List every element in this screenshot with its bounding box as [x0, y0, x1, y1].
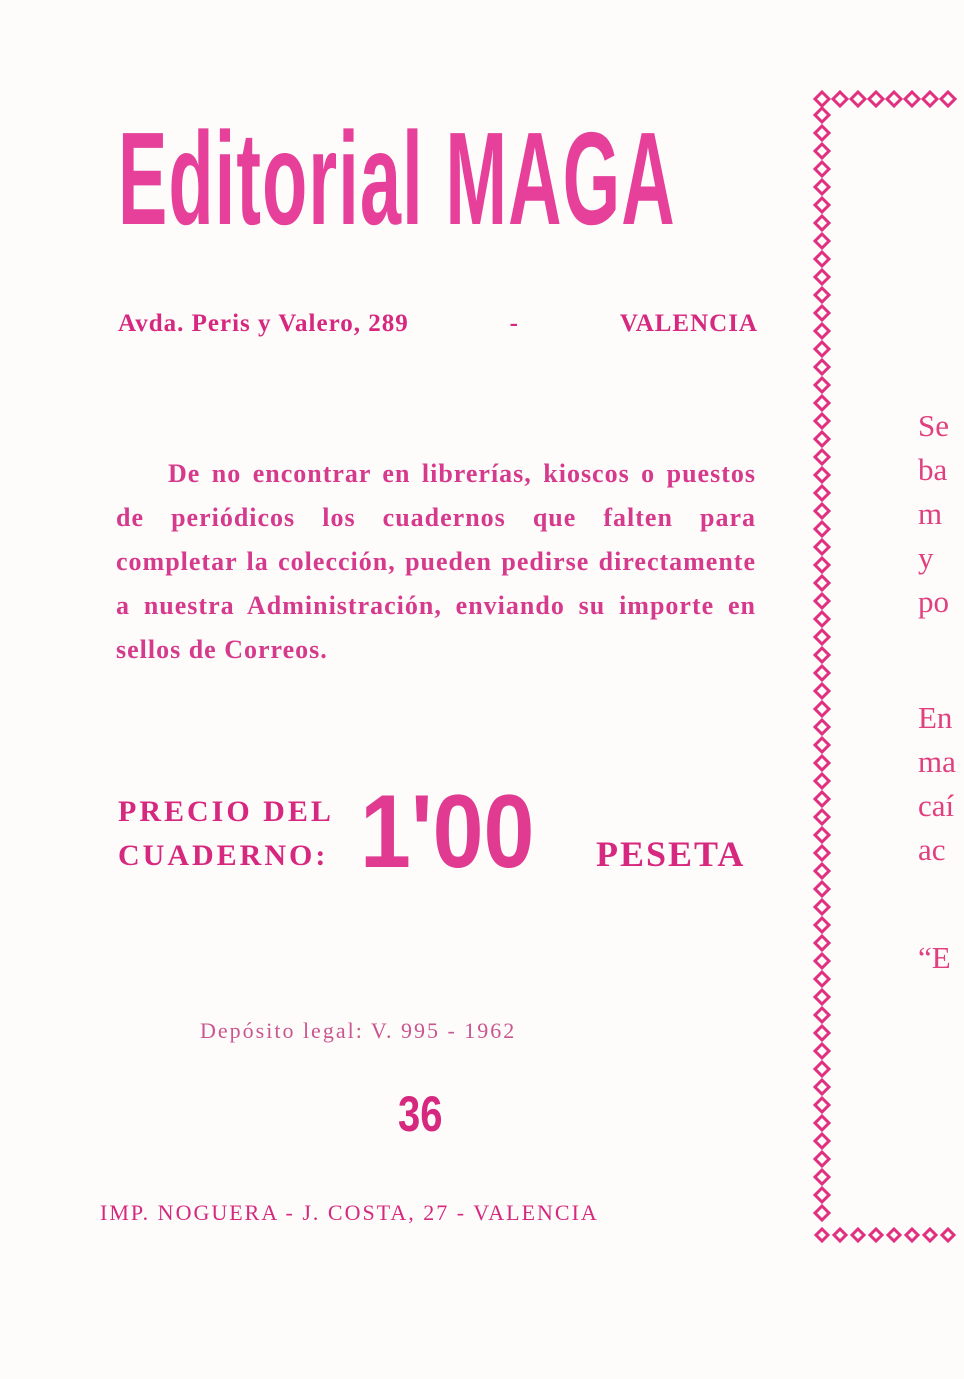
border-link	[815, 1026, 829, 1040]
border-link	[815, 882, 829, 896]
border-link	[815, 702, 829, 716]
border-link	[815, 378, 829, 392]
border-link	[815, 252, 829, 266]
border-link	[815, 1170, 829, 1184]
border-link	[815, 396, 829, 410]
border-link	[815, 522, 829, 536]
border-link	[815, 1008, 829, 1022]
border-link	[815, 576, 829, 590]
border-link	[834, 1229, 846, 1241]
price-label-line2: CUADERNO:	[118, 839, 329, 872]
border-link	[815, 144, 829, 158]
order-notice: De no encontrar en librerías, kioscos o puestos de periódicos los cuadernos que falten para completar la colección, pueden pedirse directamente a nuestra Administración, enviando su importe en sellos de Correos.	[116, 459, 756, 664]
border-link	[815, 270, 829, 284]
border-link	[852, 1229, 864, 1241]
border-link	[815, 324, 829, 338]
border-link	[815, 486, 829, 500]
border-link	[815, 1188, 829, 1202]
border-link	[815, 1098, 829, 1112]
right-fragment: caí	[918, 788, 955, 823]
border-link	[905, 92, 919, 106]
printer-imprint: IMP. NOGUERA - J. COSTA, 27 - VALENCIA	[100, 1200, 599, 1225]
border-link	[815, 666, 829, 680]
border-link	[815, 828, 829, 842]
right-fragment: y	[918, 540, 934, 575]
right-fragment: “E	[918, 940, 951, 975]
border-link	[815, 594, 829, 608]
border-link	[924, 1229, 936, 1241]
right-fragment: ba	[918, 452, 948, 487]
border-link	[941, 92, 955, 106]
border-link	[815, 792, 829, 806]
border-link	[815, 414, 829, 428]
publisher-address: Avda. Peris y Valero, 289	[118, 310, 409, 337]
publisher-city: VALENCIA	[619, 310, 758, 337]
border-link	[923, 92, 937, 106]
border-link	[815, 918, 829, 932]
border-link	[887, 92, 901, 106]
border-link	[815, 558, 829, 572]
issue-number: 36	[398, 1086, 443, 1142]
address-separator: -	[509, 310, 519, 337]
border-link	[815, 1080, 829, 1094]
border-link	[815, 450, 829, 464]
border-link	[815, 612, 829, 626]
border-link	[815, 234, 829, 248]
right-fragment: En	[918, 700, 953, 735]
border-link	[815, 162, 829, 176]
border-link	[815, 954, 829, 968]
border-link	[815, 810, 829, 824]
border-link	[815, 648, 829, 662]
border-link	[815, 306, 829, 320]
border-link	[888, 1229, 900, 1241]
border-link	[816, 1229, 828, 1241]
right-fragment: m	[918, 496, 943, 531]
border-link	[815, 432, 829, 446]
right-fragment: po	[918, 584, 949, 619]
border-link	[870, 1229, 882, 1241]
border-link	[815, 216, 829, 230]
border-link	[815, 92, 829, 106]
publisher-title: Editorial MAGA	[118, 105, 676, 252]
border-link	[851, 92, 865, 106]
border-link	[815, 630, 829, 644]
border-link	[815, 684, 829, 698]
border-link	[815, 1152, 829, 1166]
border-link	[815, 774, 829, 788]
border-link	[815, 198, 829, 212]
legal-deposit: Depósito legal: V. 995 - 1962	[200, 1018, 517, 1043]
border-link	[815, 468, 829, 482]
border-link	[815, 972, 829, 986]
border-link	[815, 1062, 829, 1076]
border-link	[815, 1116, 829, 1130]
price-value: 1'00	[360, 774, 535, 890]
border-link	[869, 92, 883, 106]
price-unit: PESETA	[596, 834, 746, 874]
border-link	[815, 1134, 829, 1148]
border-link	[815, 1206, 829, 1220]
border-link	[815, 756, 829, 770]
border-link	[815, 738, 829, 752]
price-label-line1: PRECIO DEL	[118, 795, 334, 828]
right-fragment: Se	[918, 408, 949, 443]
border-link	[815, 846, 829, 860]
price-label	[118, 790, 348, 878]
border-link	[815, 360, 829, 374]
ornamental-border	[800, 85, 964, 1255]
border-link	[815, 1044, 829, 1058]
border-link	[815, 720, 829, 734]
border-link	[815, 990, 829, 1004]
border-link	[815, 108, 829, 122]
border-link	[815, 288, 829, 302]
publisher-address-line	[118, 310, 758, 338]
border-link	[833, 92, 847, 106]
publisher-title-block	[118, 84, 758, 274]
border-link	[815, 504, 829, 518]
border-link	[815, 900, 829, 914]
border-link	[815, 342, 829, 356]
border-link	[815, 180, 829, 194]
right-fragment: ma	[918, 744, 956, 779]
border-link	[815, 540, 829, 554]
border-link	[906, 1229, 918, 1241]
right-fragment: ac	[918, 832, 946, 867]
border-link	[815, 936, 829, 950]
border-link	[815, 864, 829, 878]
border-link	[815, 126, 829, 140]
border-link	[942, 1229, 954, 1241]
